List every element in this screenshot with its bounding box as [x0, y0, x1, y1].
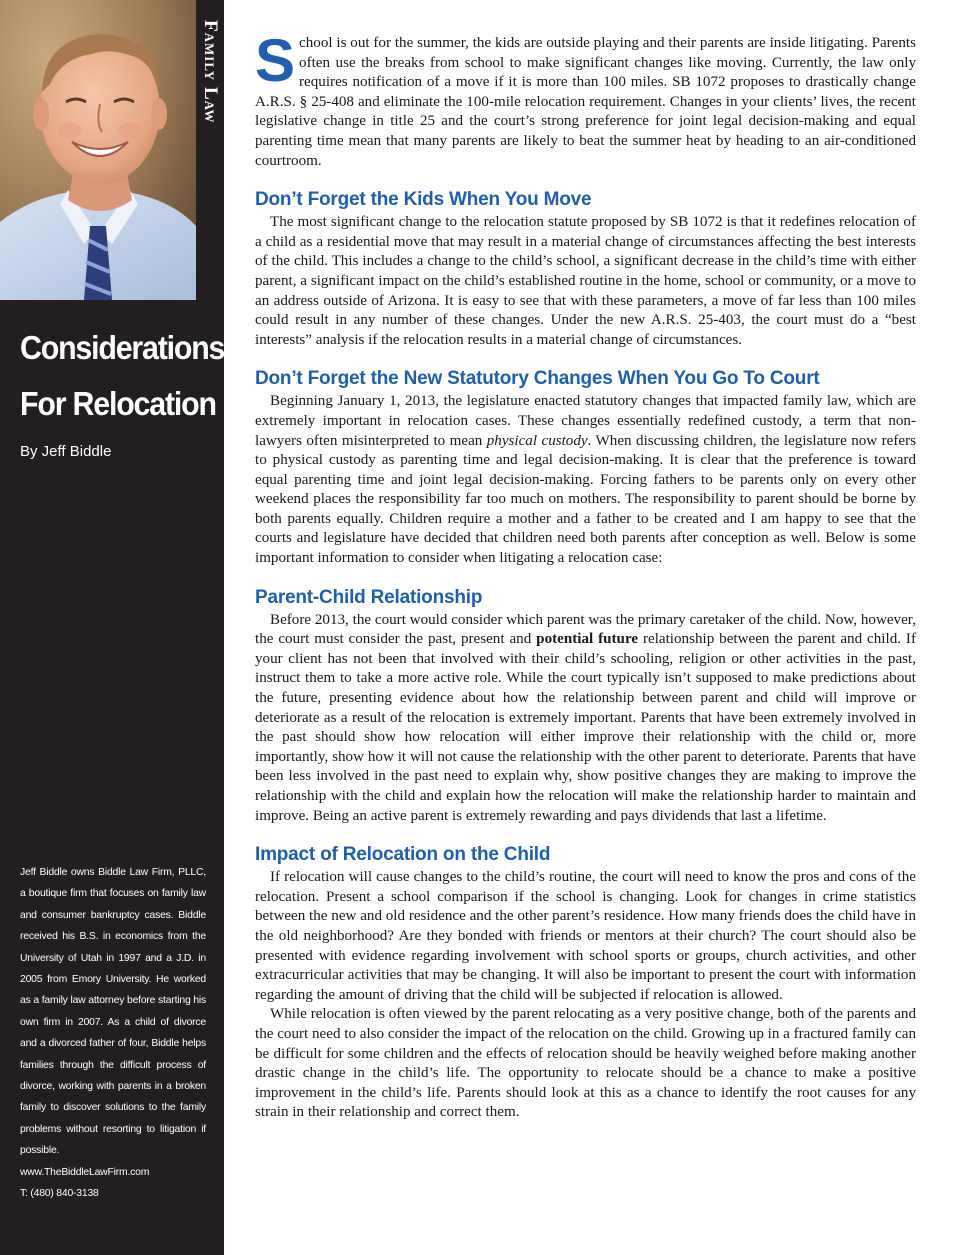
impact-paragraph-2: While relocation is often viewed by the parent relocating as a very positive change, both of the parents and the court need to also consider the impact of the relocation on the child. Growing up in a fractured family can be difficult for some children and the effects of relocation should be heavily weighed before making another drastic change in the child’s life. The opportunity to relocate should be a chance to make a positive improvement in the child’s life. Parents should look at this as a chance to identify the root causes for any strain in their relationship and correct them. — [255, 1006, 916, 1121]
drop-cap: S — [255, 27, 296, 94]
bio-phone: T: (480) 840-3138 — [20, 1188, 99, 1200]
author-photo — [0, 0, 196, 300]
statutory-text-a: Beginning January 1, 2013, the legislature enacted statutory changes that impacted family law, which are extremely important in relocation cases. These changes essentially redefined custody, a term that non-lawyers often misinterpreted to mean — [255, 393, 916, 449]
heading-kids: Don’t Forget the Kids When You Move — [255, 189, 592, 211]
heading-statutory: Don’t Forget the New Statutory Changes When You Go To Court — [255, 368, 820, 390]
parent-child-text-b: relationship between the parent and child. If your client has not been that involved with their child’s schooling, religion or other activities in the past, instruct them to take a more active role. While the court typically isn’t supposed to make predictions about the future, presenting evidence about how the relationship between parent and child will improve or deteriorate as a result of the relocation is extremely important. Parents that have been extremely involved in the past should show how relocation will either improve their relationship with the child or, more importantly, show how it will not cause the relationship with the other parent to deteriorate. Parents that have been less involved in the past need to explain why, show positive changes they are making to improve the relationship with the child and explain how the relocation will make the relationship harder to maintain and improve. Being an active parent is extremely rewarding and pays dividends that last a lifetime. — [255, 631, 916, 824]
statutory-paragraph — [255, 392, 916, 568]
intro-paragraph — [255, 27, 916, 171]
article-body — [255, 27, 916, 1123]
headline-line-2: For Relocation — [20, 385, 216, 422]
parent-child-strong: potential future — [536, 631, 639, 648]
bio-text: Jeff Biddle owns Biddle Law Firm, PLLC, a boutique firm that focuses on family law and consumer bankruptcy cases. Biddle received his B.S. in economics from the University of Utah in 1997 and a J.D. in 2005 from Emory University. He worked as a family law attorney before starting his own firm in 2007. As a child of divorce and a divorced father of four, Biddle helps families through the difficult process of divorce, working with parents in a broken family to discover solutions to the family problems without resorting to litigation if possible. — [20, 867, 206, 1157]
sidebar — [0, 0, 224, 1255]
section-tab — [196, 0, 224, 300]
intro-text: chool is out for the summer, the kids are outside playing and their parents are inside litigating. Parents often use the breaks from school to make significant changes like moving. Currently, the law only requires notification of a move if it is more than 100 miles. SB 1072 proposes to drastically change A.R.S. § 25-408 and eliminate the 100-mile relocation requirement. Changes in your clients’ lives, the recent legislative change in title 25 and the court’s strong preference for joint legal decision-making and equal parenting time mean that many parents are likely to beat the summer heat by heading to an air-conditioned courtroom. — [255, 35, 916, 169]
headline-line-1: Considerations — [20, 329, 225, 366]
heading-impact: Impact of Relocation on the Child — [255, 844, 551, 866]
section-tab-label: Family Law — [200, 20, 221, 124]
byline: By Jeff Biddle — [20, 443, 112, 460]
parent-child-text-a: Before 2013, the court would consider which parent was the primary caretaker of the child. Now, however, the court must consider the past, present and — [255, 611, 916, 648]
kids-paragraph: The most significant change to the relocation statute proposed by SB 1072 is that it redefines relocation of a child as a residential move that may result in a material change of circumstances affecting the best interests of the child. This includes a change to the child’s school, a significant decrease in the child’s time with either parent, a significant impact on the child’s established routine in the home, school or community, or a move to an address outside of Arizona. It is easy to see that with these parameters, a move of far less than 100 miles could result in any number of these changes. Under the new A.R.S. 25-403, the court must do a “best interests” analysis if the relocation results in a material change of circumstances. — [255, 214, 916, 348]
impact-paragraph-1: If relocation will cause changes to the child’s routine, the court will need to know the pros and cons of the relocation. Present a school comparison if the school is changing. Look for changes in crime statistics between the new and old residence and the other parent’s residence. How many friends does the child have in the old neighborhood? Are they bonded with friends or mentors at their church? The court should also be presented with evidence regarding involvement with school sports or groups, church activities, and other extracurricular activities that may be changing. It will also be important to present the court with information regarding the amount of driving that the child will be subjected if relocation is allowed. — [255, 869, 916, 1003]
article-headline — [20, 320, 225, 432]
statutory-emphasis: physical custody — [486, 432, 588, 449]
statutory-text-b: . When discussing children, the legislature now refers to physical custody as parenting time and legal decision-making. It is clear that the preference is toward equal parenting time and joint legal decision-making. Forcing fathers to be parents only on every other weekend places the responsibility far too much on mothers. The responsibility to parent should be borne by both parents equally. Children require a mother and a father to be created and I am happy to see that the courts and legislature have decided that children need both parents after conception as well. Below is some important information to consider when litigating a relocation case: — [255, 432, 916, 567]
parent-child-paragraph — [255, 611, 916, 827]
author-portrait — [0, 0, 196, 300]
bio-website: www.TheBiddleLawFirm.com — [20, 1166, 150, 1178]
heading-parent-child: Parent-Child Relationship — [255, 586, 483, 608]
author-bio — [20, 862, 206, 1205]
